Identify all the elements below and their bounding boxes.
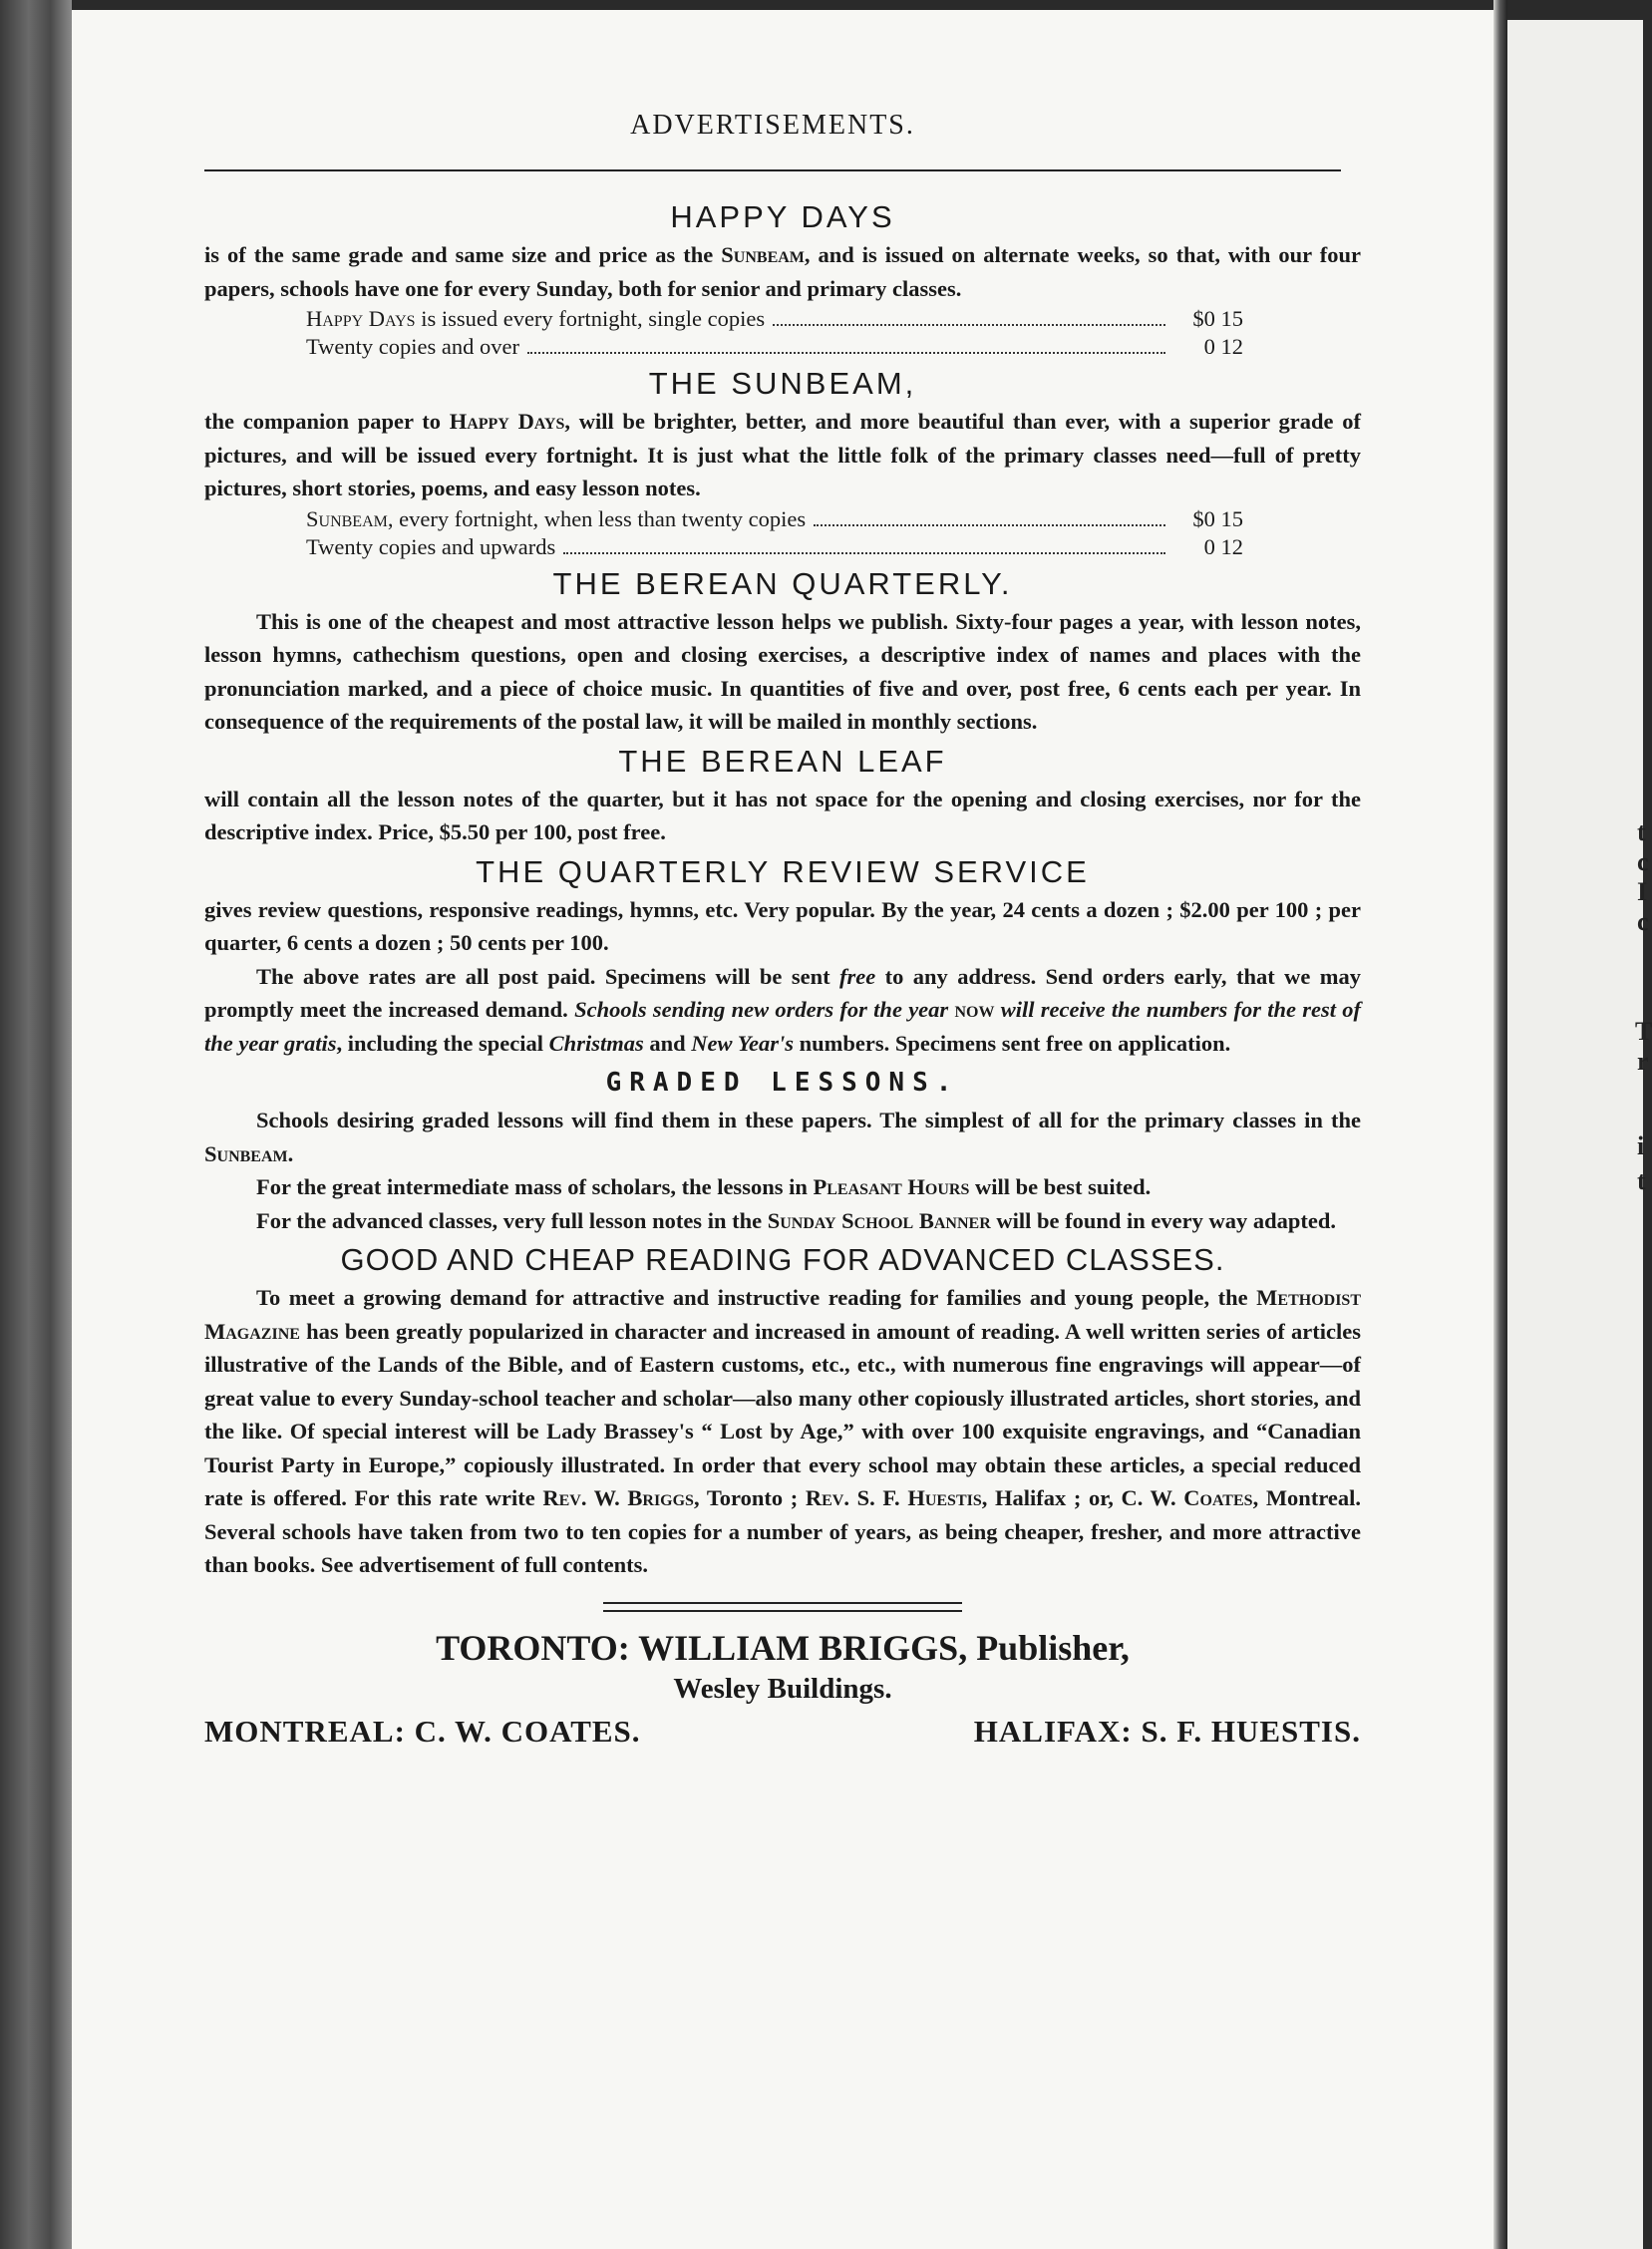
section-title-advanced-reading: GOOD AND CHEAP READING FOR ADVANCED CLASSES. [340, 1242, 1225, 1277]
price-amount: $0 15 [1192, 505, 1243, 531]
halifax-office: HALIFAX: S. F. HUESTIS. [973, 1713, 1361, 1749]
price-row: Happy Days is issued every fortnight, single copies $0 15 [306, 306, 1243, 331]
adjacent-text-fragment: t [1637, 817, 1646, 846]
branch-offices [204, 1712, 1361, 1752]
book-gutter [1493, 0, 1507, 2249]
happy-days-price-list [306, 305, 1243, 361]
publisher-line: TORONTO: WILLIAM BRIGGS, Publisher, [436, 1627, 1130, 1668]
section-title-graded-lessons: GRADED LESSONS. [605, 1068, 960, 1098]
berean-quarterly-body: This is one of the cheapest and most attractive lesson helps we publish. Sixty-four pages a year, with lesson notes, lesson hymns, cathechism questions, open and closing exercises, a descriptive index of names and places with the pronunciation marked, and a piece of choice music. In quantities of five and over, post free, 6 cents each per year. In consequence of the requirements of the postal law, it will be mailed in monthly sections. [204, 608, 1361, 734]
adjacent-text-fragment: c [1637, 907, 1649, 936]
berean-leaf-body: will contain all the lesson notes of the quarter, but it has not space for the opening and closing exercises, nor for the descriptive index. Price, $5.50 per 100, post free. [204, 786, 1361, 844]
graded-lessons-p2: For the great intermediate mass of scholars, the lessons in Pleasant Hours will be best suited. [256, 1174, 1152, 1199]
graded-lessons-p3: For the advanced classes, very full lesson notes in the Sunday School Banner will be found in every way adapted. [256, 1207, 1337, 1233]
adjacent-text-fragment: c [1637, 847, 1649, 876]
publisher-address: Wesley Buildings. [673, 1672, 892, 1705]
advanced-reading-body: To meet a growing demand for attractive and instructive reading for families and young people, the Methodist Magazine has been greatly popularized in character and increased in amount of reading. A well written series of articles illustrative of the Lands of the Bible, and of Eastern customs, etc., etc., with numerous fine engravings will appear—of great value to every Sunday-school teacher and scholar—also many other copiously illustrated articles, short stories, and the like. Of special interest will be Lady Brassey's “ Lost by Age,” with over 100 exquisite engravings, and “Canadian Tourist Party in Europe,” copiously illustrated. In order that every school may obtain these articles, a special reduced rate is offered. For this rate write Rev. W. Briggs, Toronto ; Rev. S. F. Huestis, Halifax ; or, C. W. Coates, Montreal. Several schools have taken from two to ten copies for a number of years, as being cheaper, fresher, and more attractive than books. See advertisement of full contents. [204, 1285, 1362, 1577]
happy-days-intro: is of the same grade and same size and price as the Sunbeam, and is issued on alternate weeks, so that, with our four papers, schools have one for every Sunday, both for senior and primary classes. [204, 242, 1361, 301]
section-title-sunbeam: THE SUNBEAM, [648, 366, 917, 401]
price-amount: 0 12 [1203, 334, 1243, 359]
price-row: Twenty copies and upwards 0 12 [306, 533, 1243, 559]
book-spine-left [0, 0, 72, 2249]
review-service-body: gives review questions, responsive readings, hymns, etc. Very popular. By the year, 24 cents a dozen ; $2.00 per 100 ; per quarter, 6 cents a dozen ; 50 cents per 100. [204, 896, 1361, 955]
section-title-berean-quarterly: THE BEREAN QUARTERLY. [552, 565, 1013, 601]
sunbeam-price-list [306, 505, 1243, 561]
adjacent-text-fragment: t [1637, 1166, 1646, 1195]
graded-lessons-p1: Schools desiring graded lessons will find them in these papers. The simplest of all for the primary classes in the Sunbeam. [204, 1108, 1361, 1166]
price-row: Sunbeam, every fortnight, when less than twenty copies $0 15 [306, 505, 1243, 531]
scanned-page [72, 10, 1493, 2249]
rates-paragraph: The above rates are all post paid. Specimens will be sent free to any address. Send orders early, that we may promptly meet the increased demand. Schools sending new orders for the year now will receive the numbers for the rest of the year gratis, including the special Christmas and New Year's numbers. Specimens sent free on application. [204, 963, 1362, 1056]
running-header: ADVERTISEMENTS. [630, 110, 915, 141]
advertisement-body [204, 194, 1361, 1752]
section-title-review-service: THE QUARTERLY REVIEW SERVICE [476, 853, 1090, 889]
price-row: Twenty copies and over 0 12 [306, 334, 1243, 359]
section-title-happy-days: HAPPY DAYS [670, 199, 895, 234]
section-title-berean-leaf: THE BEREAN LEAF [618, 743, 947, 779]
price-amount: 0 12 [1203, 533, 1243, 559]
adjacent-text-fragment: r [1637, 1047, 1649, 1076]
price-amount: $0 15 [1192, 306, 1243, 331]
header-rule [204, 169, 1341, 171]
adjacent-page-edge [1507, 20, 1652, 2249]
footer-double-rule [603, 1602, 962, 1612]
adjacent-text-fragment: T [1635, 1017, 1652, 1046]
montreal-office: MONTREAL: C. W. COATES. [204, 1713, 641, 1749]
adjacent-text-fragment: i [1637, 1131, 1645, 1160]
sunbeam-intro: the companion paper to Happy Days, will be brighter, better, and more beautiful than ever, with a superior grade of pictures, and will be issued every fortnight. It is just what the little folk of the primary classes need—full of pretty pictures, short stories, poems, and easy lesson notes. [204, 409, 1361, 500]
adjacent-text-fragment: I [1637, 877, 1648, 906]
